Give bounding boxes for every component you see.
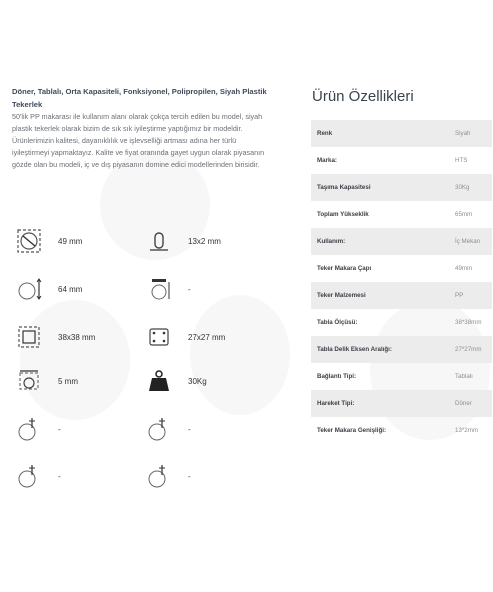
load-weight-icon	[146, 368, 172, 394]
feature-key: Renk	[317, 130, 333, 137]
spec-value: 64 mm	[58, 285, 83, 294]
spec-value: -	[188, 285, 191, 294]
brake-alt-icon	[146, 416, 172, 442]
spec-value: -	[58, 472, 61, 481]
mount-height-icon	[146, 276, 172, 302]
spec-value: -	[58, 425, 61, 434]
feature-key: Tabla Delik Eksen Aralığı:	[317, 346, 392, 353]
spec-item	[142, 225, 272, 259]
table-row	[311, 255, 492, 282]
spec-item	[142, 365, 272, 399]
swivel-icon	[16, 463, 42, 489]
spec-item	[142, 413, 272, 447]
spec-value: -	[188, 472, 191, 481]
spec-item	[142, 460, 272, 494]
spec-value: -	[188, 425, 191, 434]
feature-value: 65mm	[455, 211, 473, 218]
total-height-icon	[16, 276, 42, 302]
feature-value: Siyah	[455, 130, 471, 137]
swivel-alt-icon	[146, 463, 172, 489]
product-description-text: 50'lik PP makarası ile kullanım alanı olarak çokça tercih edilen bu model, siyah plastik tekerlek olarak bizim de sık sık iyileştirme yaptığımız bir modeldir. Ürünlerimizin kalitesi, dayanıklılık ve işlevselliği artması adına her türlü iyileştirmeyi yapmaktayız. Kalite ve fiyat oranında gayet uygun olarak piyasanın gözde olan bu modeli, iç ve dış piyasanın domine edici modellerinden birisidir.	[12, 112, 265, 170]
table-row	[311, 390, 492, 417]
table-row	[311, 282, 492, 309]
wheel-width-icon	[146, 228, 172, 254]
feature-key: Teker Malzemesi	[317, 292, 366, 299]
table-row	[311, 309, 492, 336]
features-title: Ürün Özellikleri	[312, 88, 414, 105]
table-row	[311, 228, 492, 255]
table-row	[311, 201, 492, 228]
spec-item	[12, 460, 142, 494]
watermark-wheel	[20, 300, 130, 420]
feature-value: HTS	[455, 157, 468, 164]
spec-value: 27x27 mm	[188, 333, 226, 342]
feature-value: Tablalı	[455, 373, 473, 380]
product-title: Döner, Tablalı, Orta Kapasiteli, Fonksiyonel, Polipropilen, Siyah Plastik Tekerlek	[12, 87, 267, 109]
spec-item	[12, 321, 142, 355]
spec-item	[12, 225, 142, 259]
spec-item	[12, 365, 142, 399]
spec-value: 13x2 mm	[188, 237, 221, 246]
spec-value: 38x38 mm	[58, 333, 96, 342]
features-table	[311, 120, 492, 444]
feature-key: Teker Makara Çapı	[317, 265, 372, 272]
table-row	[311, 120, 492, 147]
wheel-diameter-icon	[16, 228, 42, 254]
table-row	[311, 147, 492, 174]
table-row	[311, 336, 492, 363]
feature-key: Kullanım:	[317, 238, 346, 245]
spec-value: 5 mm	[58, 377, 78, 386]
feature-value: 38*38mm	[455, 319, 482, 326]
feature-value: 49mm	[455, 265, 473, 272]
spec-item	[12, 273, 142, 307]
feature-key: Teker Makara Genişliği:	[317, 427, 387, 434]
feature-value: Döner	[455, 400, 472, 407]
spec-value: 30Kg	[188, 377, 207, 386]
brake-icon	[16, 416, 42, 442]
spec-item	[142, 273, 272, 307]
spec-item	[12, 413, 142, 447]
feature-value: PP	[455, 292, 464, 299]
plate-size-icon	[16, 324, 42, 350]
feature-key: Tabla Ölçüsü:	[317, 319, 358, 326]
table-row	[311, 417, 492, 444]
hole-spacing-icon	[146, 324, 172, 350]
feature-value: 30Kg	[455, 184, 470, 191]
feature-key: Taşıma Kapasitesi	[317, 184, 371, 191]
table-row	[311, 174, 492, 201]
feature-key: Hareket Tipi:	[317, 400, 355, 407]
feature-value: 13*2mm	[455, 427, 479, 434]
spec-item	[142, 321, 272, 355]
feature-key: Toplam Yükseklik	[317, 211, 369, 218]
table-row	[311, 363, 492, 390]
product-description	[12, 86, 270, 171]
feature-key: Marka:	[317, 157, 337, 164]
spec-value: 49 mm	[58, 237, 83, 246]
feature-value: 27*27mm	[455, 346, 482, 353]
feature-key: Bağlantı Tipi:	[317, 373, 357, 380]
offset-icon	[16, 368, 42, 394]
feature-value: İç Mekan	[455, 238, 481, 245]
